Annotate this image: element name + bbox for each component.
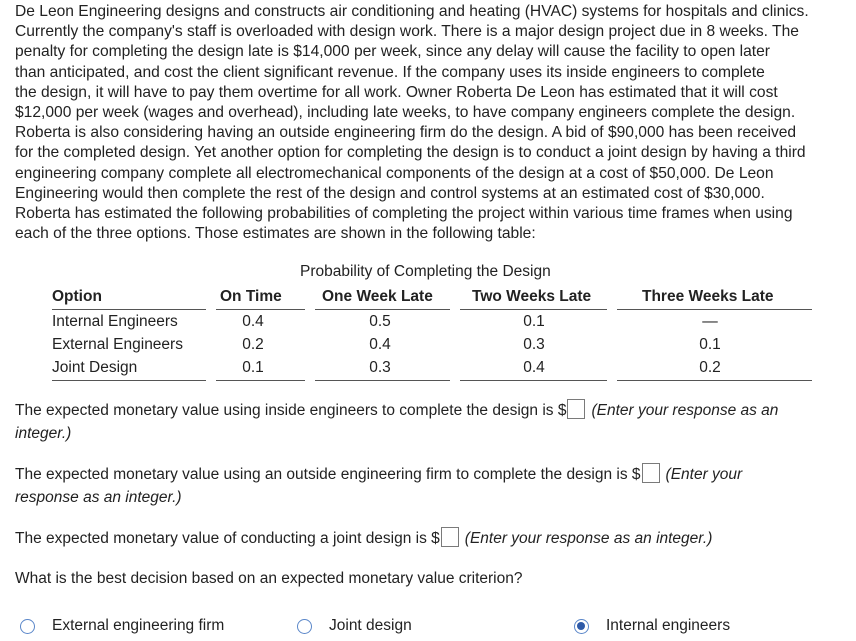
problem-line: for the completed design. Yet another option for completing the design is to conduct a joint design by having a third [15,144,806,162]
row-option-label: Joint Design [52,359,138,376]
question-hint-line [15,487,182,509]
question-hint: (Enter your response as an integer.) [464,530,713,547]
cell-value: 0.1 [523,313,545,330]
question-text: The expected monetary value using an outside engineering firm to complete the design is $ [15,466,641,483]
cell-value: 0.4 [369,336,391,353]
question-external-emv [15,463,742,486]
question-best-decision [15,568,523,590]
question-text: What is the best decision based on an expected monetary value criterion? [15,570,523,587]
option-external-engineering-firm[interactable] [20,616,224,636]
problem-line: than anticipated, and cost the client significant revenue. If the company uses its inside engineers to complete [15,63,765,81]
cell-value: 0.1 [242,359,264,376]
probability-table [52,284,812,382]
radio-button-icon[interactable] [20,619,35,634]
option-label[interactable]: Joint design [329,617,412,634]
row-option-label: External Engineers [52,336,183,353]
rule-gap [607,304,617,312]
problem-line: Roberta is also considering having an outside engineering firm do the design. A bid of $90,000 has been received [15,124,797,142]
radio-button-icon[interactable] [297,619,312,634]
header-option: Option [52,288,102,305]
cell-value: 0.1 [699,336,721,353]
question-hint: response as an integer.) [15,489,182,506]
table-bottom-rule [52,380,812,381]
problem-line: $12,000 per week (wages and overhead), including late weeks, to have company engineers complete the design. [15,104,796,122]
problem-line: engineering company complete all electromechanical components of the design at a cost of $50,000. De Leon [15,164,774,182]
rule-gap [305,376,315,384]
cell-value: 0.2 [699,359,721,376]
header-on-time: On Time [220,288,282,305]
problem-line: Currently the company's staff is overloaded with design work. There is a major design project due in 8 weeks. The [15,23,799,41]
answer-input-joint[interactable] [441,527,459,547]
header-one-week-late: One Week Late [322,288,433,305]
cell-value: 0.2 [242,336,264,353]
header-two-weeks-late: Two Weeks Late [472,288,592,305]
rule-gap [206,304,216,312]
option-joint-design[interactable] [297,616,412,636]
cell-value: — [702,313,718,330]
cell-value: 0.5 [369,313,391,330]
problem-line: Engineering would then complete the rest of the design and control systems at an estimated cost of $30,000. [15,184,765,202]
row-option-label: Internal Engineers [52,313,178,330]
problem-line: De Leon Engineering designs and constructs air conditioning and heating (HVAC) systems for hospitals and clinics. [15,3,809,20]
cell-value: 0.4 [523,359,545,376]
option-internal-engineers[interactable] [574,616,730,636]
rule-gap [450,304,460,312]
question-hint: integer.) [15,425,72,442]
question-hint: (Enter your response as an [591,402,779,419]
question-hint-line [15,423,71,445]
option-label[interactable]: Internal engineers [606,617,731,634]
rule-gap [450,376,460,384]
problem-line: each of the three options. Those estimates are shown in the following table: [15,225,536,243]
cell-value: 0.4 [242,313,264,330]
radio-button-selected-icon[interactable] [574,619,589,634]
question-hint: (Enter your [665,466,743,483]
problem-statement [15,2,845,244]
question-text: The expected monetary value of conducting a joint design is $ [15,530,440,547]
rule-gap [607,376,617,384]
option-label[interactable]: External engineering firm [52,617,225,634]
table-caption: Probability of Completing the Design [300,263,551,280]
cell-value: 0.3 [369,359,391,376]
answer-input-external[interactable] [642,463,660,483]
problem-line: the design, it will have to pay them overtime for all work. Owner Roberta De Leon has estimated that it will cost [15,83,778,101]
table-header-rule [52,309,812,310]
question-text: The expected monetary value using inside engineers to complete the design is $ [15,402,567,419]
rule-gap [305,304,315,312]
question-joint-emv [15,527,712,550]
header-three-weeks-late: Three Weeks Late [642,288,774,305]
cell-value: 0.3 [523,336,545,353]
question-internal-emv [15,399,778,422]
problem-line: penalty for completing the design late is $14,000 per week, since any delay will cause the facility to open later [15,43,771,61]
answer-input-internal[interactable] [567,399,585,419]
rule-gap [206,376,216,384]
problem-line: Roberta has estimated the following probabilities of completing the project within various time frames when using [15,205,793,223]
